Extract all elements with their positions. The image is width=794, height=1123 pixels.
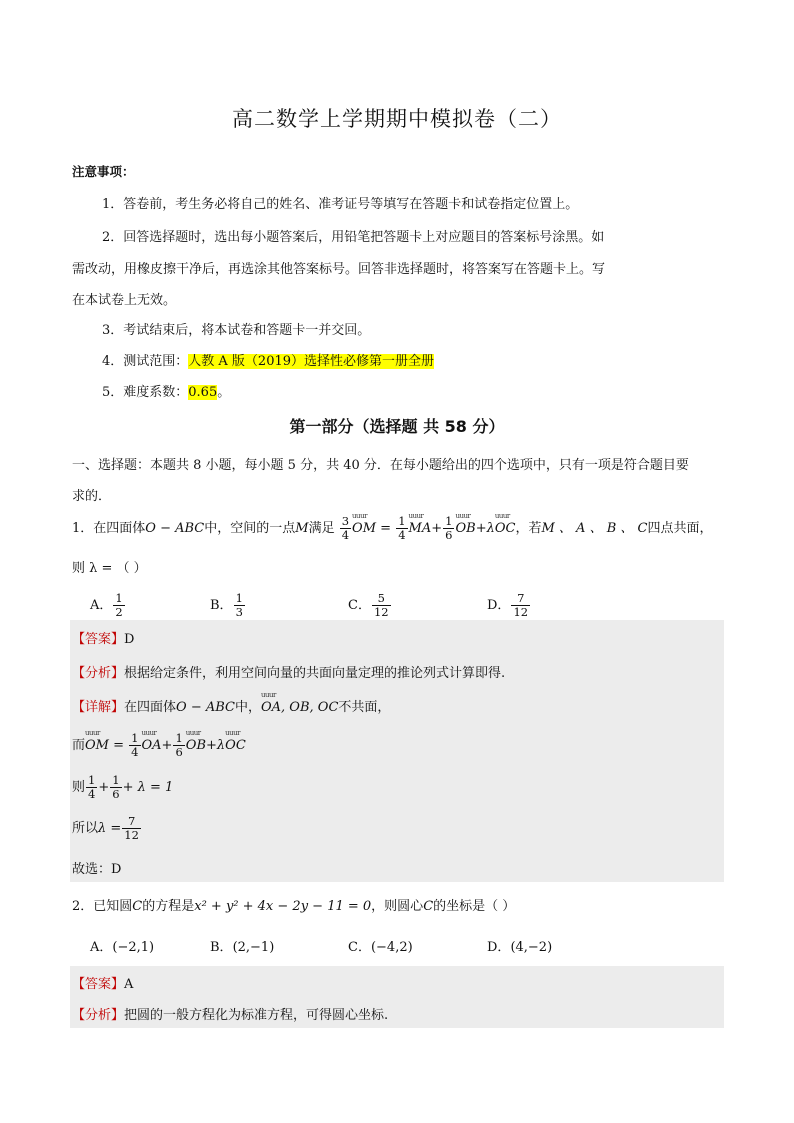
note-4 bbox=[102, 350, 434, 369]
q1-tetra: O − ABC bbox=[145, 521, 205, 536]
detail-vectors: uuur OA, OB, OC bbox=[261, 700, 338, 715]
option-value: (4,−2) bbox=[510, 940, 553, 955]
q1-frac-3: $\frac{1}{6}$ bbox=[445, 514, 453, 542]
q1-choice: 故选：D bbox=[72, 862, 122, 877]
option-value: (−2,1) bbox=[112, 940, 155, 955]
detail-text-b: 中， bbox=[234, 700, 261, 715]
q1-ask: 则 λ = （ ） bbox=[72, 561, 147, 576]
detail-text-c: 不共面， bbox=[338, 700, 391, 715]
vector-ob: uuur OB bbox=[455, 521, 475, 536]
lambda-eq: λ = bbox=[98, 821, 122, 836]
q1-end: 四点共面， bbox=[647, 521, 713, 536]
vector-ob: uuur OB bbox=[186, 738, 206, 753]
option-label: D． bbox=[487, 598, 511, 613]
note-5-suffix: 。 bbox=[217, 385, 231, 400]
note-5 bbox=[102, 381, 230, 400]
analysis-text: 把圆的一般方程化为标准方程，可得圆心坐标. bbox=[124, 1008, 389, 1023]
q2-answer bbox=[72, 973, 133, 992]
q1-stem bbox=[72, 515, 712, 542]
option-frac: $\frac{1}{2}$ bbox=[115, 591, 123, 619]
q1-frac-1: $\frac{3}{4}$ bbox=[341, 514, 350, 542]
detail-tetra: O − ABC bbox=[176, 700, 235, 715]
q2-stem bbox=[72, 895, 515, 914]
q2-option-c bbox=[348, 936, 413, 955]
q1-analysis bbox=[72, 662, 505, 681]
frac: $\frac{1}{6}$ bbox=[175, 731, 183, 759]
option-label: A． bbox=[90, 940, 113, 955]
q2-stem-c: ，则圆心 bbox=[371, 899, 424, 914]
q1-option-a bbox=[90, 592, 126, 619]
q1-detail-line-2 bbox=[72, 732, 246, 759]
q2-option-a bbox=[90, 936, 154, 955]
note-4-prefix: 4．测试范围： bbox=[102, 354, 189, 369]
q1-option-d bbox=[487, 592, 531, 619]
option-value: (−4,2) bbox=[370, 940, 413, 955]
q1-detail-line-4 bbox=[72, 815, 142, 842]
q1-mid2: 满足 bbox=[308, 521, 335, 536]
test-scope-highlight: 人教 A 版（2019）选择性必修第一册全册 bbox=[188, 354, 435, 369]
option-label: C． bbox=[348, 940, 371, 955]
option-frac: $\frac{5}{12}$ bbox=[373, 591, 389, 619]
q1-eq: = bbox=[380, 521, 392, 536]
note-5-prefix: 5．难度系数： bbox=[102, 385, 189, 400]
q2-stem-d: 的坐标是（ ） bbox=[433, 899, 516, 914]
q1-answer bbox=[72, 628, 134, 647]
option-label: C． bbox=[348, 598, 371, 613]
section-intro-line-1: 一、选择题：本题共 8 小题，每小题 5 分，共 40 分．在每小题给出的四个选项中，只有一项是符合题目要 bbox=[72, 458, 689, 473]
q2-option-d bbox=[487, 936, 552, 955]
difficulty-highlight: 0.65 bbox=[188, 385, 218, 400]
frac: $\frac{1}{6}$ bbox=[112, 773, 120, 801]
detail-tag: 【详解】 bbox=[72, 700, 125, 715]
answer-value: D bbox=[124, 632, 135, 647]
line-lead: 而 bbox=[72, 738, 86, 753]
option-frac: $\frac{1}{3}$ bbox=[235, 591, 243, 619]
notes-heading: 注意事项： bbox=[72, 164, 135, 179]
q1-option-b bbox=[210, 592, 246, 619]
eq-sign: = bbox=[113, 738, 125, 753]
q1-mid3: ，若 bbox=[515, 521, 542, 536]
q1-plus-2: + bbox=[475, 521, 487, 536]
vector-ma: uuur MA bbox=[409, 521, 432, 536]
vector-oc: uuur OC bbox=[495, 521, 516, 536]
line-lead: 则 bbox=[72, 780, 86, 795]
plus-sign: + bbox=[206, 738, 217, 753]
section-intro-line-2: 求的． bbox=[72, 489, 112, 504]
vector-om: uuur OM bbox=[352, 521, 376, 536]
q2-option-b bbox=[210, 936, 274, 955]
q1-mid1: 中，空间的一点 bbox=[204, 521, 296, 536]
vector-oc: uuur OC bbox=[225, 738, 246, 753]
q1-lambda: λ bbox=[486, 521, 495, 536]
q2-circle-c: C bbox=[132, 899, 143, 914]
plus-sign: + bbox=[98, 780, 110, 795]
option-label: B． bbox=[210, 940, 233, 955]
analysis-tag: 【分析】 bbox=[72, 1008, 125, 1023]
q1-points: M 、 A 、 B 、 C bbox=[541, 521, 648, 536]
note-3: 3．考试结束后，将本试卷和答题卡一并交回。 bbox=[102, 323, 371, 338]
answer-tag: 【答案】 bbox=[72, 632, 125, 647]
frac: $\frac{7}{12}$ bbox=[124, 814, 139, 842]
option-label: B． bbox=[210, 598, 233, 613]
q1-point: M bbox=[295, 521, 309, 536]
option-frac: $\frac{7}{12}$ bbox=[513, 591, 529, 619]
option-label: D． bbox=[487, 940, 511, 955]
note-2-line-2: 需改动，用橡皮擦干净后，再选涂其他答案标号。回答非选择题时，将答案写在答题卡上。写 bbox=[72, 262, 606, 277]
note-2-line-1: 2．回答选择题时，选出每小题答案后，用铅笔把答题卡上对应题目的答案标号涂黑。如 bbox=[102, 230, 605, 245]
answer-value: A bbox=[124, 977, 134, 992]
line-lead: 所以 bbox=[72, 821, 99, 836]
page-title: 高二数学上学期期中模拟卷（二） bbox=[232, 107, 562, 131]
q1-detail bbox=[72, 696, 390, 715]
note-2-line-3: 在本试卷上无效。 bbox=[72, 293, 177, 308]
detail-text-a: 在四面体 bbox=[124, 700, 177, 715]
note-1: 1．答卷前，考生务必将自己的姓名、准考证号等填写在答题卡和试卷指定位置上。 bbox=[102, 197, 579, 212]
lambda: λ bbox=[216, 738, 226, 753]
answer-tag: 【答案】 bbox=[72, 977, 125, 992]
analysis-text: 根据给定条件，利用空间向量的共面向量定理的推论列式计算即得. bbox=[124, 666, 506, 681]
q2-stem-a: 2．已知圆 bbox=[72, 899, 133, 914]
q2-equation: x² + y² + 4x − 2y − 11 = 0 bbox=[194, 899, 372, 914]
q1-option-c bbox=[348, 592, 392, 619]
option-value: (2,−1) bbox=[232, 940, 275, 955]
equation-rest: + λ = 1 bbox=[122, 780, 174, 795]
frac: $\frac{1}{4}$ bbox=[131, 731, 139, 759]
q2-stem-b: 的方程是 bbox=[142, 899, 195, 914]
analysis-tag: 【分析】 bbox=[72, 666, 125, 681]
plus-sign: + bbox=[161, 738, 173, 753]
section-title: 第一部分（选择题 共 58 分） bbox=[289, 417, 505, 436]
option-label: A． bbox=[90, 598, 113, 613]
q1-detail-line-3 bbox=[72, 774, 173, 801]
q2-analysis bbox=[72, 1004, 388, 1023]
vector-om: uuur OM bbox=[85, 738, 109, 753]
q2-circle-c-2: C bbox=[423, 899, 434, 914]
q1-frac-2: $\frac{1}{4}$ bbox=[398, 514, 406, 542]
vector-oa: uuur OA bbox=[142, 738, 162, 753]
q1-plus-1: + bbox=[431, 521, 443, 536]
frac: $\frac{1}{4}$ bbox=[88, 773, 96, 801]
q1-lead: 1．在四面体 bbox=[72, 521, 146, 536]
